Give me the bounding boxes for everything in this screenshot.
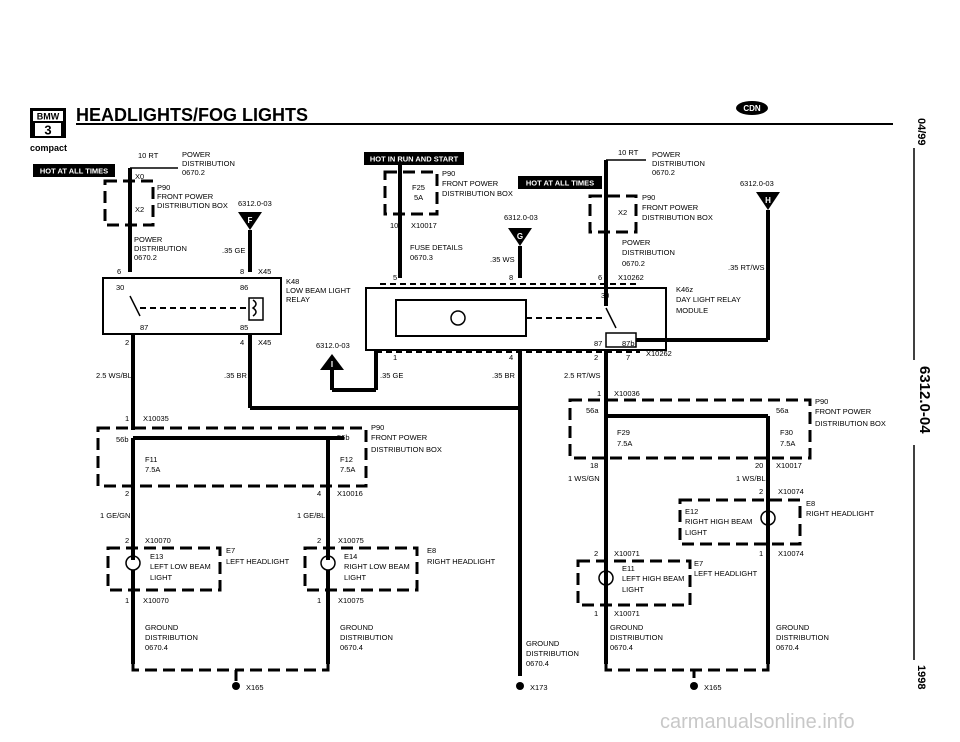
- lamp-e12-right-high-beam: [680, 487, 875, 558]
- svg-text:DISTRIBUTION: DISTRIBUTION: [134, 244, 187, 253]
- svg-text:GROUND: GROUND: [145, 623, 179, 632]
- svg-text:X10075: X10075: [338, 536, 364, 545]
- svg-text:X10070: X10070: [143, 596, 169, 605]
- svg-text:DISTRIBUTION: DISTRIBUTION: [610, 633, 663, 642]
- right-power-feed: [590, 148, 713, 284]
- svg-text:0670.4: 0670.4: [610, 643, 633, 652]
- svg-text:P90: P90: [642, 193, 656, 202]
- svg-text:1998: 1998: [915, 665, 927, 690]
- bmw-logo: [30, 108, 66, 138]
- svg-text:RELAY: RELAY: [286, 295, 311, 304]
- svg-text:X165: X165: [246, 683, 264, 692]
- svg-text:2: 2: [594, 549, 599, 558]
- svg-text:POWER: POWER: [134, 235, 163, 244]
- svg-text:DISTRIBUTION BOX: DISTRIBUTION BOX: [157, 201, 228, 210]
- svg-text:1: 1: [125, 414, 130, 423]
- svg-text:1: 1: [759, 549, 764, 558]
- doc-number: [916, 366, 933, 434]
- svg-text:FRONT POWER: FRONT POWER: [815, 407, 872, 416]
- svg-text:LIGHT: LIGHT: [622, 585, 645, 594]
- svg-text:P90: P90: [157, 183, 171, 192]
- svg-text:0670.4: 0670.4: [776, 643, 799, 652]
- svg-text:7.5A: 7.5A: [145, 465, 161, 474]
- svg-text:.35 GE: .35 GE: [222, 246, 246, 255]
- svg-text:X10070: X10070: [145, 536, 171, 545]
- svg-text:E14: E14: [344, 552, 358, 561]
- year-label: [915, 665, 927, 689]
- svg-text:0670.3: 0670.3: [410, 253, 433, 262]
- svg-text:6: 6: [598, 273, 603, 282]
- lamp-e14-right-low-beam: [305, 536, 496, 605]
- svg-text:GROUND: GROUND: [340, 623, 374, 632]
- svg-text:4: 4: [509, 353, 514, 362]
- svg-text:.35 BR: .35 BR: [224, 371, 247, 380]
- svg-text:3: 3: [44, 122, 52, 138]
- svg-text:X10262: X10262: [618, 273, 644, 282]
- svg-text:DISTRIBUTION: DISTRIBUTION: [145, 633, 198, 642]
- svg-text:6312.0-03: 6312.0-03: [740, 179, 774, 188]
- middle-ground-wire: [380, 350, 579, 692]
- svg-text:CDN: CDN: [743, 104, 761, 113]
- svg-text:K46z: K46z: [676, 285, 694, 294]
- svg-text:X10035: X10035: [143, 414, 169, 423]
- svg-text:I: I: [330, 360, 334, 369]
- svg-text:X2: X2: [618, 208, 628, 217]
- svg-text:BMW: BMW: [36, 111, 60, 122]
- svg-text:LEFT HIGH BEAM: LEFT HIGH BEAM: [622, 574, 685, 583]
- svg-text:0670.4: 0670.4: [526, 659, 549, 668]
- svg-text:1 GE/GN: 1 GE/GN: [100, 511, 131, 520]
- svg-text:6312.0-03: 6312.0-03: [504, 213, 538, 222]
- svg-text:7: 7: [626, 353, 631, 362]
- svg-text:X10017: X10017: [776, 461, 802, 470]
- hot-at-all-times-right: [518, 176, 602, 189]
- hot-in-run-and-start: [364, 152, 464, 165]
- svg-text:1: 1: [393, 353, 398, 362]
- svg-text:DISTRIBUTION: DISTRIBUTION: [652, 159, 705, 168]
- svg-text:85: 85: [240, 323, 249, 332]
- svg-text:E7: E7: [226, 546, 236, 555]
- svg-text:F: F: [247, 216, 253, 225]
- svg-text:POWER: POWER: [652, 150, 681, 159]
- k46z-day-light-relay-module: [366, 273, 741, 362]
- svg-text:7.5A: 7.5A: [780, 439, 796, 448]
- svg-text:DISTRIBUTION: DISTRIBUTION: [622, 248, 675, 257]
- svg-text:30: 30: [116, 283, 125, 292]
- offpage-connector-g: [490, 213, 538, 278]
- svg-text:RIGHT HIGH BEAM: RIGHT HIGH BEAM: [685, 517, 753, 526]
- svg-text:H: H: [765, 196, 771, 205]
- svg-text:F30: F30: [780, 428, 793, 437]
- svg-text:7.5A: 7.5A: [617, 439, 633, 448]
- svg-text:2.5 WS/BL: 2.5 WS/BL: [96, 371, 132, 380]
- svg-text:2: 2: [759, 487, 764, 496]
- svg-text:RIGHT HEADLIGHT: RIGHT HEADLIGHT: [806, 509, 875, 518]
- svg-text:X10017: X10017: [411, 221, 437, 230]
- svg-text:F12: F12: [340, 455, 353, 464]
- svg-text:18: 18: [590, 461, 599, 470]
- svg-text:X10075: X10075: [338, 596, 364, 605]
- svg-text:10 RT: 10 RT: [138, 151, 159, 160]
- watermark: carmanualsonline.info: [660, 711, 855, 733]
- svg-text:56a: 56a: [586, 406, 599, 415]
- svg-text:X10071: X10071: [614, 609, 640, 618]
- svg-text:X10262: X10262: [646, 349, 672, 358]
- svg-text:DISTRIBUTION BOX: DISTRIBUTION BOX: [642, 213, 713, 222]
- svg-text:20: 20: [755, 461, 764, 470]
- svg-text:X10074: X10074: [778, 549, 804, 558]
- svg-text:K48: K48: [286, 277, 300, 286]
- svg-text:0670.4: 0670.4: [340, 643, 363, 652]
- svg-text:POWER: POWER: [182, 150, 211, 159]
- market-badge: [736, 101, 768, 115]
- svg-text:4: 4: [240, 338, 245, 347]
- svg-text:E8: E8: [427, 546, 437, 555]
- svg-text:1: 1: [317, 596, 322, 605]
- svg-text:LIGHT: LIGHT: [685, 528, 708, 537]
- svg-text:.35 RT/WS: .35 RT/WS: [728, 263, 765, 272]
- svg-text:DISTRIBUTION: DISTRIBUTION: [776, 633, 829, 642]
- svg-text:30: 30: [601, 291, 610, 300]
- svg-text:X0: X0: [135, 172, 145, 181]
- svg-text:7.5A: 7.5A: [340, 465, 356, 474]
- offpage-connector-f: [222, 199, 272, 272]
- svg-text:DISTRIBUTION BOX: DISTRIBUTION BOX: [442, 189, 513, 198]
- svg-text:LIGHT: LIGHT: [344, 573, 367, 582]
- k48-low-beam-relay: [103, 267, 351, 347]
- variant-label: compact: [30, 143, 68, 153]
- left-power-feed: [105, 150, 235, 272]
- svg-text:6312.0-03: 6312.0-03: [316, 341, 350, 350]
- svg-text:2: 2: [125, 338, 130, 347]
- svg-text:0670.2: 0670.2: [134, 253, 157, 262]
- svg-text:P90: P90: [815, 397, 829, 406]
- svg-text:1 WS/BL: 1 WS/BL: [736, 474, 766, 483]
- svg-text:2: 2: [594, 353, 599, 362]
- svg-text:F11: F11: [145, 455, 158, 464]
- svg-text:FRONT POWER: FRONT POWER: [371, 433, 428, 442]
- svg-text:.35 GE: .35 GE: [380, 371, 404, 380]
- svg-text:FRONT POWER: FRONT POWER: [442, 179, 499, 188]
- svg-text:FRONT POWER: FRONT POWER: [642, 203, 699, 212]
- svg-text:87b: 87b: [622, 339, 635, 348]
- svg-text:6: 6: [117, 267, 122, 276]
- svg-text:X2: X2: [135, 205, 145, 214]
- svg-text:HOT AT ALL TIMES: HOT AT ALL TIMES: [525, 178, 595, 188]
- svg-text:POWER: POWER: [622, 238, 651, 247]
- svg-text:5: 5: [393, 273, 398, 282]
- svg-text:LOW BEAM LIGHT: LOW BEAM LIGHT: [286, 286, 351, 295]
- svg-text:1: 1: [597, 389, 602, 398]
- svg-text:LEFT HEADLIGHT: LEFT HEADLIGHT: [694, 569, 758, 578]
- svg-text:8: 8: [240, 267, 245, 276]
- svg-text:04/99: 04/99: [915, 118, 927, 146]
- svg-text:6312.0-03: 6312.0-03: [238, 199, 272, 208]
- svg-text:E7: E7: [694, 559, 704, 568]
- svg-text:10 RT: 10 RT: [618, 148, 639, 157]
- svg-text:GROUND: GROUND: [610, 623, 644, 632]
- ground-x165-left: [133, 570, 393, 692]
- svg-text:GROUND: GROUND: [526, 639, 560, 648]
- svg-text:HOT AT ALL TIMES: HOT AT ALL TIMES: [39, 166, 109, 176]
- svg-text:56b: 56b: [337, 433, 350, 442]
- svg-text:DISTRIBUTION BOX: DISTRIBUTION BOX: [371, 445, 442, 454]
- svg-text:X173: X173: [530, 683, 548, 692]
- svg-text:6312.0-04: 6312.0-04: [916, 366, 933, 434]
- svg-text:DISTRIBUTION: DISTRIBUTION: [340, 633, 393, 642]
- svg-text:FUSE DETAILS: FUSE DETAILS: [410, 243, 463, 252]
- svg-text:8: 8: [509, 273, 514, 282]
- svg-text:X10036: X10036: [614, 389, 640, 398]
- svg-text:1: 1: [594, 609, 599, 618]
- svg-text:DISTRIBUTION BOX: DISTRIBUTION BOX: [815, 419, 886, 428]
- svg-text:86: 86: [240, 283, 249, 292]
- svg-text:2.5 RT/WS: 2.5 RT/WS: [564, 371, 601, 380]
- svg-text:HOT IN RUN AND START: HOT IN RUN AND START: [369, 154, 459, 164]
- svg-text:MODULE: MODULE: [676, 306, 709, 315]
- svg-text:.35 WS: .35 WS: [490, 255, 515, 264]
- svg-text:.35 BR: .35 BR: [492, 371, 515, 380]
- svg-text:X10074: X10074: [778, 487, 804, 496]
- svg-text:P90: P90: [371, 423, 385, 432]
- svg-text:5A: 5A: [414, 193, 424, 202]
- svg-text:X10071: X10071: [614, 549, 640, 558]
- svg-text:DAY LIGHT RELAY: DAY LIGHT RELAY: [676, 295, 741, 304]
- svg-text:X165: X165: [704, 683, 722, 692]
- svg-text:2: 2: [125, 489, 130, 498]
- svg-text:RIGHT HEADLIGHT: RIGHT HEADLIGHT: [427, 557, 496, 566]
- svg-text:E11: E11: [622, 564, 635, 573]
- svg-text:2: 2: [125, 536, 130, 545]
- svg-text:F25: F25: [412, 183, 425, 192]
- date-label: [915, 118, 927, 146]
- svg-text:F29: F29: [617, 428, 630, 437]
- svg-text:0670.2: 0670.2: [622, 259, 645, 268]
- svg-text:E13: E13: [150, 552, 164, 561]
- svg-text:10: 10: [390, 221, 399, 230]
- lamp-e13-left-low-beam: [108, 536, 290, 605]
- svg-text:0670.4: 0670.4: [145, 643, 168, 652]
- svg-text:RIGHT LOW BEAM: RIGHT LOW BEAM: [344, 562, 410, 571]
- page-title: HEADLIGHTS/FOG LIGHTS: [76, 105, 308, 125]
- hot-at-all-times-left: [33, 164, 115, 177]
- svg-text:1 WS/GN: 1 WS/GN: [568, 474, 600, 483]
- svg-text:LEFT HEADLIGHT: LEFT HEADLIGHT: [226, 557, 290, 566]
- svg-text:DISTRIBUTION: DISTRIBUTION: [182, 159, 235, 168]
- svg-text:GROUND: GROUND: [776, 623, 810, 632]
- svg-text:X45: X45: [258, 338, 272, 347]
- svg-text:X45: X45: [258, 267, 272, 276]
- left-low-beam-wires: [96, 334, 519, 430]
- svg-text:DISTRIBUTION: DISTRIBUTION: [526, 649, 579, 658]
- svg-text:P90: P90: [442, 169, 456, 178]
- svg-text:LEFT LOW BEAM: LEFT LOW BEAM: [150, 562, 211, 571]
- svg-text:0670.2: 0670.2: [652, 168, 675, 177]
- svg-text:G: G: [516, 232, 524, 241]
- svg-text:E12: E12: [685, 507, 699, 516]
- svg-text:4: 4: [317, 489, 322, 498]
- svg-text:2: 2: [317, 536, 322, 545]
- svg-text:E8: E8: [806, 499, 816, 508]
- svg-text:56a: 56a: [776, 406, 789, 415]
- svg-text:X10016: X10016: [337, 489, 363, 498]
- svg-text:56b: 56b: [116, 435, 129, 444]
- svg-text:FRONT POWER: FRONT POWER: [157, 192, 214, 201]
- svg-text:87: 87: [594, 339, 603, 348]
- svg-text:1: 1: [125, 596, 130, 605]
- svg-text:87: 87: [140, 323, 149, 332]
- svg-text:1 GE/BL: 1 GE/BL: [297, 511, 326, 520]
- svg-text:LIGHT: LIGHT: [150, 573, 173, 582]
- svg-text:0670.2: 0670.2: [182, 168, 205, 177]
